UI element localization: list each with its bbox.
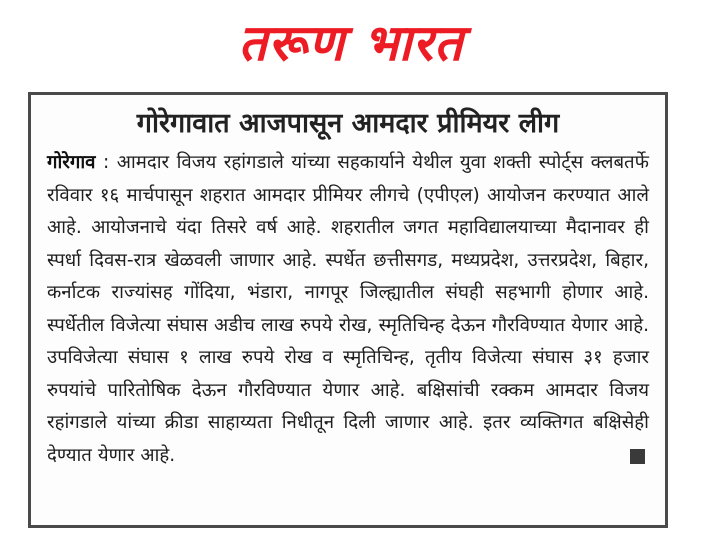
end-of-article-square-icon	[630, 449, 645, 464]
dateline-separator: :	[95, 152, 117, 173]
newspaper-masthead: तरूण भारत	[238, 14, 464, 72]
article-text: आमदार विजय रहांगडाले यांच्या सहकार्याने येथील युवा शक्ती स्पोर्ट्स क्लबतर्फे रविवार १६ मार्चपासून शहरात आमदार प्रीमियर लीगचे (एपीएल) आयोजन करण्यात आले आहे. आयोजनाचे यंदा तिसरे वर्ष आहे. शहरातील जगत महाविद्यालयाच्या मैदानावर ही स्पर्धा दिवस-रात्र खेळवली जाणार आहे. स्पर्धेत छत्तीसगड, मध्यप्रदेश, उत्तरप्रदेश, बिहार, कर्नाटक राज्यांसह गोंदिया, भंडारा, नागपूर जिल्ह्यातील संघही सहभागी होणार आहे. स्पर्धेतील विजेत्या संघास अडीच लाख रुपये रोख, स्मृतिचिन्ह देऊन गौरविण्यात येणार आहे. उपविजेत्या संघास १ लाख रुपये रोख व स्मृतिचिन्ह, तृतीय विजेत्या संघास ३१ हजार रुपयांचे पारितोषिक देऊन गौरविण्यात येणार आहे. बक्षिसांची रक्कम आमदार विजय रहांगडाले यांच्या क्रीडा साहाय्यता निधीतून दिली जाणार आहे. इतर व्यक्तिगत बक्षिसेही देण्यात येणार आहे.	[47, 152, 649, 466]
article-body	[47, 147, 649, 472]
article-dateline: गोरेगाव	[47, 152, 96, 173]
news-article	[28, 92, 668, 528]
article-headline: गोरेगावात आजपासून आमदार प्रीमियर लीग	[136, 108, 560, 139]
